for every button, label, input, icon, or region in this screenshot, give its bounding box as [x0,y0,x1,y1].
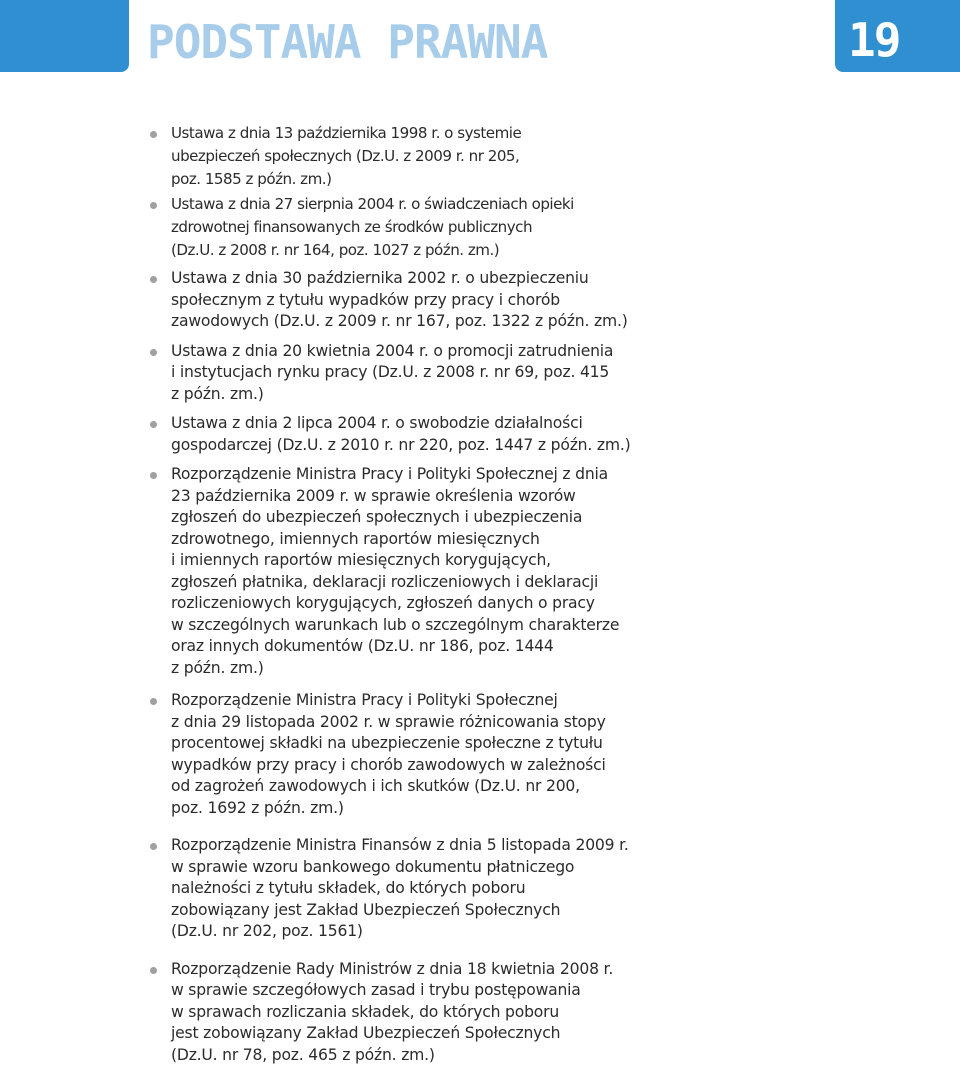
reference-line: Rozporządzenie Ministra Pracy i Polityki Społecznej z dnia [171,464,620,486]
list-item [150,690,620,819]
reference-line: oraz innych dokumentów (Dz.U. nr 186, poz. 1444 [171,636,620,658]
reference-line: w szczególnych warunkach lub o szczególnym charakterze [171,615,620,637]
reference-line: ubezpieczeń społecznych (Dz.U. z 2009 r. nr 205, [171,145,620,168]
reference-line: Rozporządzenie Rady Ministrów z dnia 18 kwietnia 2008 r. [171,959,620,981]
header-accent-band [0,0,129,72]
bullet-icon [150,421,157,428]
reference-line: w sprawach rozliczania składek, do których poboru [171,1002,620,1024]
list-item [150,122,620,191]
list-item [150,464,620,679]
list-item [150,413,620,456]
legal-references-list [150,122,620,1066]
reference-line: Rozporządzenie Ministra Pracy i Polityki Społecznej [171,690,620,712]
reference-line: (Dz.U. nr 78, poz. 465 z późn. zm.) [171,1045,620,1066]
reference-line: Ustawa z dnia 30 października 2002 r. o ubezpieczeniu [171,268,620,290]
reference-line: społecznym z tytułu wypadków przy pracy i chorób [171,290,620,312]
bullet-icon [150,131,157,138]
reference-line: w sprawie wzoru bankowego dokumentu płatniczego [171,857,620,879]
bullet-icon [150,202,157,209]
bullet-icon [150,276,157,283]
bullet-icon [150,843,157,850]
reference-line: 23 października 2009 r. w sprawie określenia wzorów [171,486,620,508]
reference-line: Ustawa z dnia 2 lipca 2004 r. o swobodzie działalności [171,413,620,435]
reference-line: z dnia 29 listopada 2002 r. w sprawie różnicowania stopy [171,712,620,734]
reference-line: poz. 1692 z późn. zm.) [171,798,620,820]
list-item [150,959,620,1066]
bullet-icon [150,472,157,479]
list-item [150,835,620,943]
reference-line: zgłoszeń płatnika, deklaracji rozliczeniowych i deklaracji [171,572,620,594]
reference-line: zdrowotnej finansowanych ze środków publicznych [171,216,620,239]
reference-line: z późn. zm.) [171,384,620,406]
reference-line: poz. 1585 z późn. zm.) [171,168,620,191]
reference-line: zdrowotnego, imiennych raportów miesięcznych [171,529,620,551]
reference-line: Ustawa z dnia 27 sierpnia 2004 r. o świadczeniach opieki [171,193,620,216]
reference-line: wypadków przy pracy i chorób zawodowych w zależności [171,755,620,777]
reference-line: należności z tytułu składek, do których poboru [171,878,620,900]
reference-line: jest zobowiązany Zakład Ubezpieczeń Społecznych [171,1023,620,1045]
reference-line: od zagrożeń zawodowych i ich skutków (Dz.U. nr 200, [171,776,620,798]
reference-line: i instytucjach rynku pracy (Dz.U. z 2008 r. nr 69, poz. 415 [171,362,620,384]
reference-line: w sprawie szczegółowych zasad i trybu postępowania [171,980,620,1002]
reference-line: procentowej składki na ubezpieczenie społeczne z tytułu [171,733,620,755]
reference-line: z późn. zm.) [171,658,620,680]
page-number: 19 [848,12,899,68]
list-item [150,268,620,333]
reference-line: Ustawa z dnia 13 października 1998 r. o systemie [171,122,620,145]
reference-line: i imiennych raportów miesięcznych korygujących, [171,550,620,572]
reference-line: zobowiązany jest Zakład Ubezpieczeń Społecznych [171,900,620,922]
reference-line: (Dz.U. nr 202, poz. 1561) [171,921,620,943]
page-number-box [835,0,960,72]
page-title: PODSTAWA PRAWNA [147,14,547,70]
list-item [150,193,620,262]
bullet-icon [150,698,157,705]
reference-line: zawodowych (Dz.U. z 2009 r. nr 167, poz. 1322 z późn. zm.) [171,311,620,333]
bullet-icon [150,349,157,356]
reference-line: (Dz.U. z 2008 r. nr 164, poz. 1027 z późn. zm.) [171,239,620,262]
bullet-icon [150,967,157,974]
reference-line: Ustawa z dnia 20 kwietnia 2004 r. o promocji zatrudnienia [171,341,620,363]
reference-line: gospodarczej (Dz.U. z 2010 r. nr 220, poz. 1447 z późn. zm.) [171,435,620,457]
list-item [150,341,620,406]
reference-line: rozliczeniowych korygujących, zgłoszeń danych o pracy [171,593,620,615]
reference-line: Rozporządzenie Ministra Finansów z dnia 5 listopada 2009 r. [171,835,620,857]
reference-line: zgłoszeń do ubezpieczeń społecznych i ubezpieczenia [171,507,620,529]
